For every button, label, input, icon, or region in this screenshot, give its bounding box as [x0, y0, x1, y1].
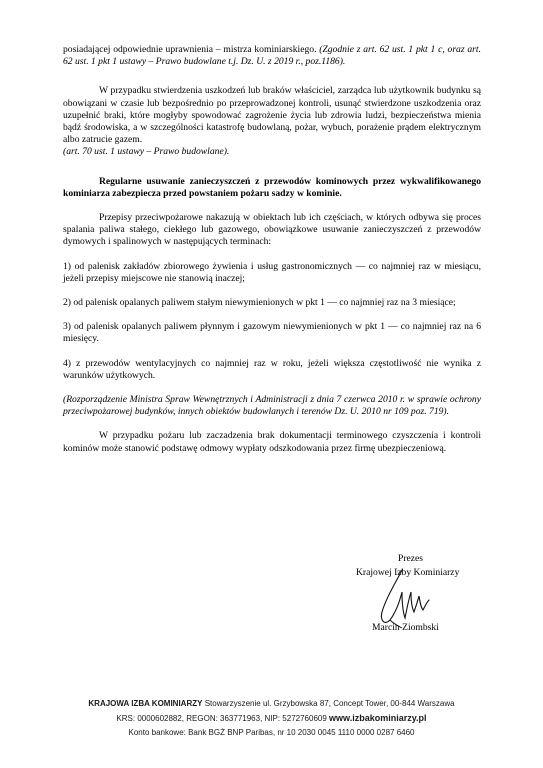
signature-name: Marcin Ziombski [372, 622, 439, 633]
paragraph-qualifications [63, 44, 481, 68]
paragraph-insurance: W przypadku pożaru lub zaczadzenia brak dokumentacji terminowego czyszczenia i kontroli kominów może stanowić podstawę odmowy wypłaty odszkodowania przez firmę ubezpieczeniową. [63, 430, 481, 454]
legal-citation: (art. 70 ust. 1 ustawy – Prawo budowlane). [63, 146, 230, 158]
signature-title: Prezes [398, 553, 424, 564]
list-item: 3) od palenisk opalanych paliwem płynnym i gazowym niewymienionych w pkt 1 — co najmniej raz na 6 miesięcy. [63, 321, 481, 345]
handwritten-signature [372, 568, 442, 630]
signature-organization: Krajowej Izby Kominiarzy [356, 567, 460, 578]
letterhead-footer [0, 697, 543, 740]
paragraph-fire-regulations: Przepisy przeciwpożarowe nakazują w obiektach lub ich częściach, w których odbywa się proces spalania paliwa stałego, ciekłego lub gazowego, obowiązkowe usuwanie zanieczyszczeń z przewodów dymowych i spalinowych w następujących terminach: [63, 212, 481, 248]
paragraph-damages [63, 85, 481, 158]
legal-citation: (Zgodnie z art. 62 ust. 1 pkt 1 c, oraz art. 62 ust. 1 pkt 1 ustawy – Prawo budowlane t.j. Dz. U. z 2019 r., poz.1186). [63, 44, 481, 68]
document-body [63, 44, 481, 455]
paragraph-text: W przypadku stwierdzenia uszkodzeń lub braków właściciel, zarządca lub użytkownik budynku są obowiązani w czasie lub bezpośrednio po przeprowadzonej kontroli, usunąć stwierdzone uszkodzenia oraz uzupełnić braki, które mogłyby spowodować zagrożenie życia lub zdrowia ludzi, bezpieczeństwa mienia bądź środowiska, a w szczególności katastrofę budowlaną, pożar, wybuch, porażenie prądem elektrycznym albo zatrucie gazem. [63, 85, 481, 146]
list-item: 4) z przewodów wentylacyjnych co najmniej raz w roku, jeżeli większa częstotliwość nie wynika z warunków użytkowych. [63, 357, 481, 381]
list-item: 1) od palenisk zakładów zbiorowego żywienia i usług gastronomicznych — co najmniej raz w miesiącu, jeżeli przepisy miejscowe nie stanowią inaczej; [63, 260, 481, 284]
footer-registry: KRS: 0000602882, REGON: 363771963, NIP: 5272760609 [116, 714, 330, 723]
paragraph-bold-notice: Regularne usuwanie zanieczyszczeń z przewodów kominowych przez wykwalifikowanego kominiarza zabezpiecza przed powstaniem pożaru sadzy w kominie. [63, 175, 481, 199]
footer-website-link[interactable]: www.izbakominiarzy.pl [329, 713, 427, 723]
footer-bank-line: Konto bankowe: Bank BGŻ BNP Paribas, nr 10 2030 0045 1110 0000 0287 6460 [128, 728, 415, 737]
footer-address-line [0, 697, 543, 711]
regulation-citation: (Rozporządzenie Ministra Spraw Wewnętrznych i Administracji z dnia 7 czerwca 2010 r. w sprawie ochrony przeciwpożarowej budynków, innych obiektów budowlanych i terenów Dz. U. 2010 nr 109 poz. 719). [63, 394, 481, 418]
footer-registry-line [0, 711, 543, 726]
footer-address: Stowarzyszenie ul. Grzybowska 87, Concept Tower, 00-844 Warszawa [202, 699, 455, 708]
footer-brand: KRAJOWA IZBA KOMINIARZY [88, 699, 203, 708]
paragraph-text: posiadającej odpowiednie uprawnienia – mistrza kominiarskiego. [63, 44, 320, 55]
list-item: 2) od palenisk opalanych paliwem stałym niewymienionych w pkt 1 — co najmniej raz na 3 miesiące; [63, 297, 456, 309]
